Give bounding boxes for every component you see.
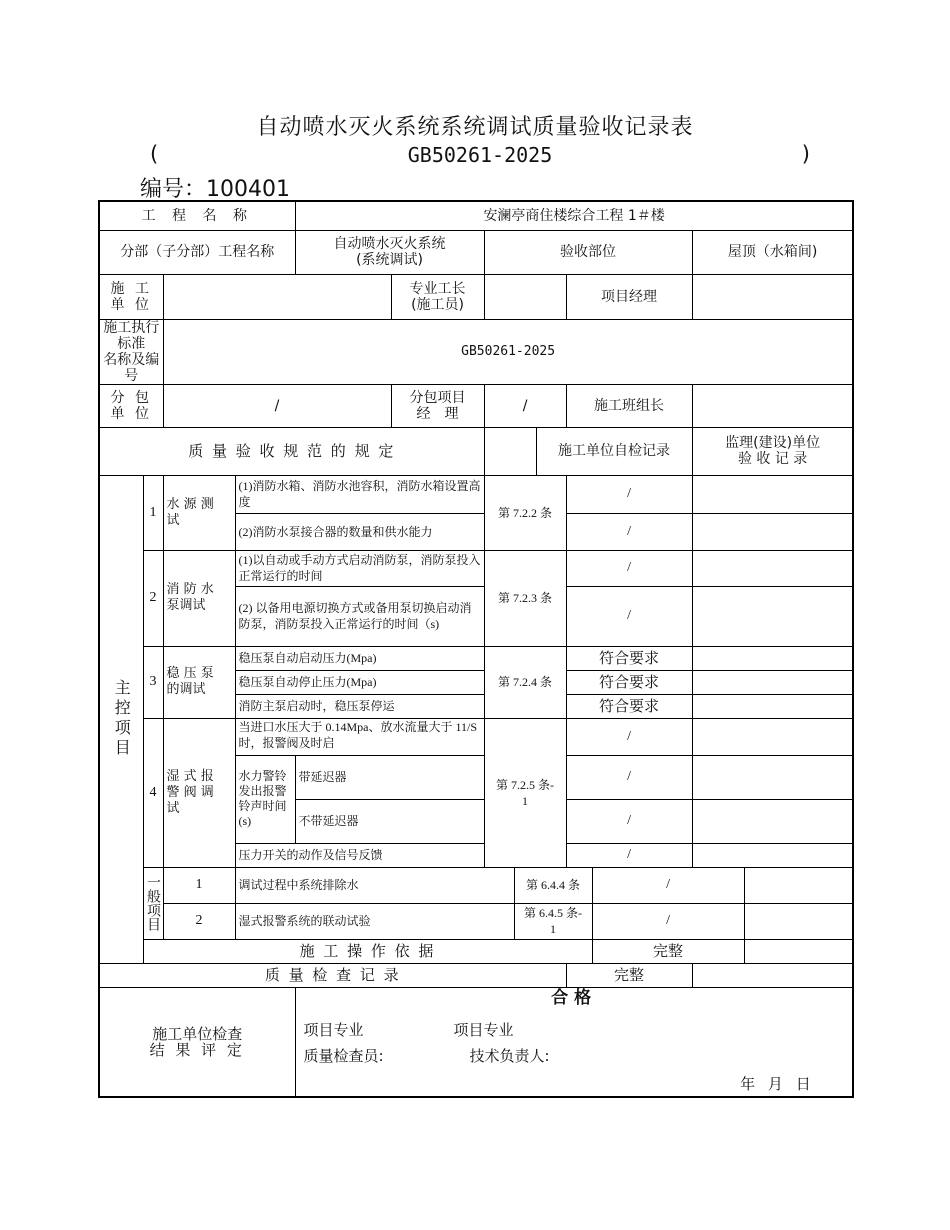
- general-2-no: 2: [163, 903, 235, 939]
- quality-value: 完整: [566, 963, 692, 987]
- group-4-item-d-record: /: [566, 843, 692, 867]
- signer-1-line1: 项目专业: [303, 1020, 364, 1039]
- general-2-text: 湿式报警系统的联动试验: [235, 903, 514, 939]
- clause-header-blank: [484, 427, 536, 475]
- group-3-item-3-record: 符合要求: [566, 694, 692, 718]
- group-1-clause: 第 7.2.2 条: [484, 475, 566, 550]
- evaluation-label-line2: 结 果 评 定: [149, 1040, 245, 1059]
- general-1-text: 调试过程中系统排除水: [235, 867, 514, 903]
- group-2-item-1: (1)以自动或手动方式启动消防泵，消防泵投入正常运行的时间: [235, 550, 484, 586]
- group-2-item-1-record: /: [566, 550, 692, 586]
- group-4-item-d-supervisor: [692, 843, 853, 867]
- self-check-header: 施工单位自检记录: [536, 427, 692, 475]
- basis-value: 完整: [592, 939, 744, 963]
- sub-pm-value: /: [484, 384, 566, 427]
- group-1-item-1-supervisor: [692, 475, 853, 513]
- basis-supervisor: [744, 939, 853, 963]
- with-delay-record: /: [566, 755, 692, 799]
- group-1-item-1-record: /: [566, 475, 692, 513]
- open-paren: (: [150, 142, 159, 166]
- alarm-bell-label: 水力警铃发出报警铃声时间(s): [235, 755, 295, 843]
- group-2-clause: 第 7.2.3 条: [484, 550, 566, 646]
- group-3-item-2: 稳压泵自动停止压力(Mpa): [235, 670, 484, 694]
- group-3-item-1: 稳压泵自动启动压力(Mpa): [235, 646, 484, 670]
- general-1-no: 1: [163, 867, 235, 903]
- exec-std-label: 施工执行标准 名称及编号: [99, 319, 163, 384]
- evaluation-label: [99, 987, 295, 1097]
- quality-supervisor: [692, 963, 853, 987]
- group-2-item-1-supervisor: [692, 550, 853, 586]
- page-title: 自动喷水灭火系统系统调试质量验收记录表: [256, 115, 694, 140]
- group-3-item-3: 消防主泵启动时，稳压泵停运: [235, 694, 484, 718]
- quality-inspector-label: 质量检查员:: [303, 1046, 384, 1065]
- group-3-item-2-record: 符合要求: [566, 670, 692, 694]
- general-2-clause: 第 6.4.5 条- 1: [514, 903, 592, 939]
- with-delay-label: 带延迟器: [295, 755, 484, 799]
- basis-label: 施 工 操 作 依 据: [143, 939, 592, 963]
- group-3-name: 稳 压 泵 的调试: [163, 646, 235, 718]
- project-name-label: 工 程 名 称: [99, 201, 295, 230]
- evaluation-box: [295, 987, 853, 1097]
- sub-project-value: 自动喷水灭火系统 (系统调试): [295, 230, 484, 274]
- evaluation-label-line1: 施工单位检查: [152, 1024, 243, 1043]
- team-leader-label: 施工班组长: [566, 384, 692, 427]
- group-2-item-2: (2) 以备用电源切换方式或备用泵切换启动消防泵，消防泵投入正常运行的时间（s): [235, 586, 484, 646]
- group-3-clause: 第 7.2.4 条: [484, 646, 566, 718]
- project-name: 安澜亭商住楼综合工程 1＃楼: [295, 201, 853, 230]
- acceptance-part-label: 验收部位: [484, 230, 692, 274]
- general-1-supervisor: [744, 867, 853, 903]
- general-2-supervisor: [744, 903, 853, 939]
- group-1-item-2: (2)消防水泵接合器的数量和供水能力: [235, 513, 484, 550]
- group-1-item-2-supervisor: [692, 513, 853, 550]
- without-delay-supervisor: [692, 799, 853, 843]
- standard-code: GB50261-2025: [407, 143, 553, 167]
- group-1-no: 1: [143, 475, 163, 550]
- standard-line: [150, 142, 810, 170]
- main-control-label: 主控项目: [99, 475, 143, 963]
- with-delay-supervisor: [692, 755, 853, 799]
- document-number: 编号：100401: [140, 177, 290, 202]
- sub-pm-label: 分包项目 经 理: [391, 384, 484, 427]
- technical-lead-label: 技术负责人:: [469, 1046, 550, 1065]
- general-2-record: /: [592, 903, 744, 939]
- contractor-value: [163, 274, 391, 319]
- group-2-item-2-record: /: [566, 586, 692, 646]
- group-4-name: 湿 式 报 警 阀 调 试: [163, 718, 235, 867]
- team-leader-value: [692, 384, 853, 427]
- sub-project-label: 分部（子分部）工程名称: [99, 230, 295, 274]
- foreman-label: 专业工长 (施工员): [391, 274, 484, 319]
- group-4-no: 4: [143, 718, 163, 867]
- group-1-name: 水 源 测 试: [163, 475, 235, 550]
- quality-label: 质 量 检 查 记 录: [99, 963, 566, 987]
- general-1-record: /: [592, 867, 744, 903]
- group-3-item-1-record: 符合要求: [566, 646, 692, 670]
- group-4-item-a-record: /: [566, 718, 692, 755]
- acceptance-part-value: 屋顶（水箱间): [692, 230, 853, 274]
- contractor-label: 施 工 单 位: [99, 274, 163, 319]
- group-4-item-a-supervisor: [692, 718, 853, 755]
- without-delay-label: 不带延迟器: [295, 799, 484, 843]
- supervisor-header: 监理(建设)单位 验 收 记 录: [692, 427, 853, 475]
- pm-label: 项目经理: [566, 274, 692, 319]
- without-delay-record: /: [566, 799, 692, 843]
- group-4-item-d: 压力开关的动作及信号反馈: [235, 843, 484, 867]
- group-2-no: 2: [143, 550, 163, 646]
- close-paren: ): [801, 142, 810, 166]
- spec-header: 质 量 验 收 规 范 的 规 定: [99, 427, 484, 475]
- group-4-clause: 第 7.2.5 条- 1: [484, 718, 566, 867]
- exec-std-value: GB50261-2025: [163, 319, 853, 384]
- date-label: 年 月 日: [740, 1074, 811, 1093]
- pm-value: [692, 274, 853, 319]
- group-2-name: 消 防 水 泵调试: [163, 550, 235, 646]
- group-2-item-2-supervisor: [692, 586, 853, 646]
- group-1-item-2-record: /: [566, 513, 692, 550]
- group-3-item-3-supervisor: [692, 694, 853, 718]
- subcontract-label: 分 包 单 位: [99, 384, 163, 427]
- evaluation-result: 合格: [551, 987, 598, 1008]
- general-1-clause: 第 6.4.4 条: [514, 867, 592, 903]
- group-3-no: 3: [143, 646, 163, 718]
- group-3-item-1-supervisor: [692, 646, 853, 670]
- general-label: 一般项目: [143, 867, 163, 939]
- foreman-value: [484, 274, 566, 319]
- signer-2-line1: 项目专业: [453, 1020, 514, 1039]
- group-3-item-2-supervisor: [692, 670, 853, 694]
- group-1-item-1: (1)消防水箱、消防水池容积，消防水箱设置高度: [235, 475, 484, 513]
- acceptance-table: [98, 200, 854, 1098]
- subcontract-value: /: [163, 384, 391, 427]
- group-4-item-a: 当进口水压大于 0.14Mpa、放水流量大于 11/S 时，报警阀及时启: [235, 718, 484, 755]
